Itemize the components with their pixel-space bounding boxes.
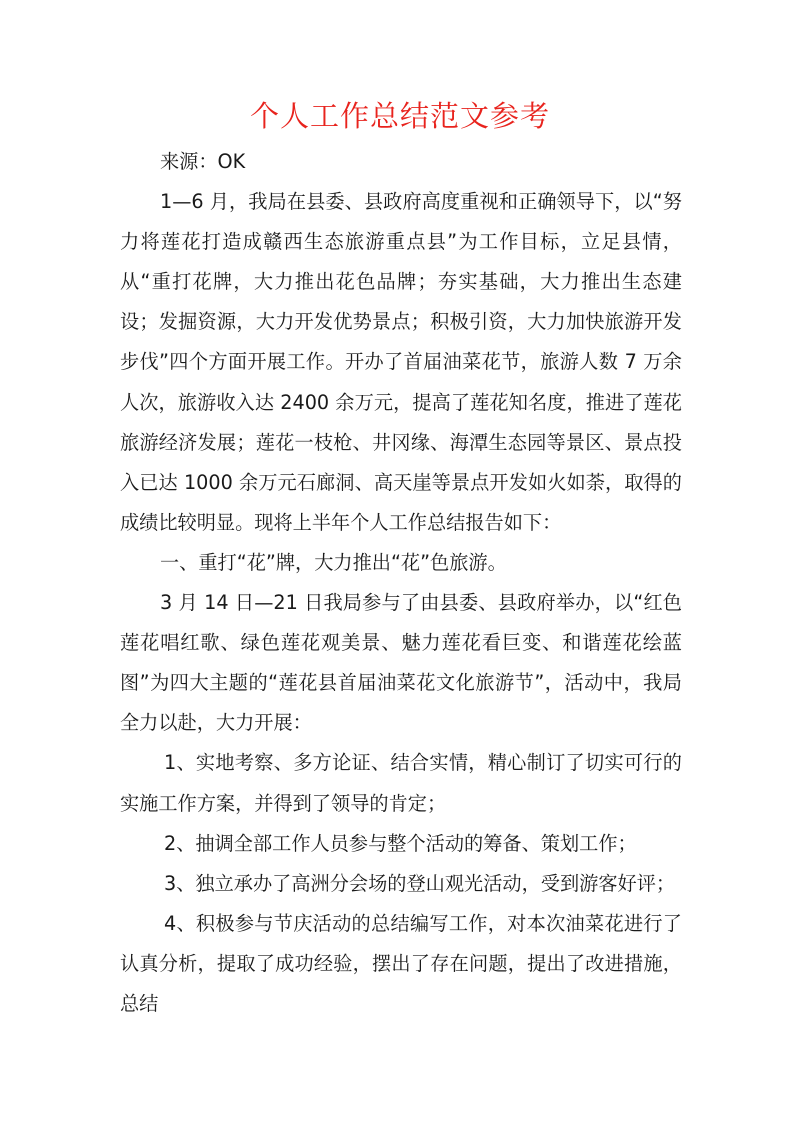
list-item: 2、抽调全部工作人员参与整个活动的筹备、策划工作； — [164, 831, 637, 855]
document-title: 个人工作总结范文参考 — [249, 99, 550, 133]
list-item: 4、积极参与节庆活动的总结编写工作，对本次油菜花进行了认真分析，提取了成功经验，摆出了存在问题，提出了改进措施，总结 — [120, 911, 682, 1015]
document-body — [120, 142, 682, 1024]
list-item: 3、独立承办了高洲分会场的登山观光活动，受到游客好评； — [164, 871, 676, 895]
section-heading: 一、重打“花”牌，大力推出“花”色旅游。 — [160, 550, 507, 574]
paragraph-festival: 3 月 14 日—21 日我局参与了由县委、县政府举办，以“红色莲花唱红歌、绿色莲花观美景、魅力莲花看巨变、和谐莲花绘蓝图”为四大主题的“莲花县首届油菜花文化旅游节”，活动中，我局全力以赴，大力开展： — [120, 591, 682, 735]
source-line: 来源：OK — [160, 150, 246, 173]
list-item: 1、实地考察、多方论证、结合实情，精心制订了切实可行的实施工作方案，并得到了领导的肯定； — [120, 751, 682, 815]
paragraph-intro: 1—6 月，我局在县委、县政府高度重视和正确领导下，以“努力将莲花打造成赣西生态旅游重点县”为工作目标，立足县情，从“重打花牌，大力推出花色品牌；夯实基础，大力推出生态建设；发掘资源，大力开发优势景点；积极引资，大力加快旅游开发步伐”四个方面开展工作。开办了首届油菜花节，旅游人数 7 万余人次，旅游收入达 2400 余万元，提高了莲花知名度，推进了莲花旅游经济发展；莲花一枝枪、井冈缘、海潭生态园等景区、景点投入已达 1000 余万元石廊洞、高天崖等景点开发如火如荼，取得的成绩比较明显。现将上半年个人工作总结报告如下： — [120, 190, 682, 534]
